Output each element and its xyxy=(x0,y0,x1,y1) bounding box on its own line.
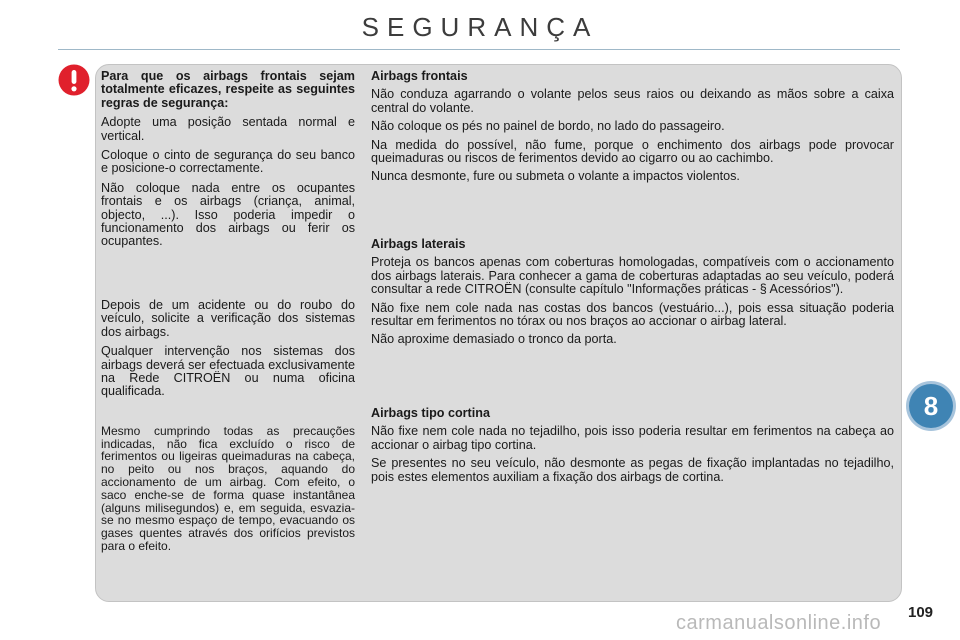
left-column xyxy=(101,70,355,559)
section-side-airbags xyxy=(371,238,894,352)
section-paragraph: Proteja os bancos apenas com coberturas homologadas, compatíveis com o accionamento dos airbags laterais. Para conhecer a gama de coberturas adaptadas ao seu veículo, poderá consultar a rede CITROËN (consulte capítulo "Informações práticas - § Acessórios"). xyxy=(371,255,894,297)
section-heading: Airbags frontais xyxy=(371,69,468,83)
title-divider xyxy=(58,49,900,50)
section-paragraph: Não aproxime demasiado o tronco da porta. xyxy=(371,332,617,347)
section-curtain-airbags xyxy=(371,407,894,489)
section-paragraph: Na medida do possível, não fume, porque o enchimento dos airbags pode provocar queimaduras ou riscos de ferimentos devido ao cigarro ou ao cachimbo. xyxy=(371,137,894,166)
page-number: 109 xyxy=(908,604,934,621)
page-title: SEGURANÇA xyxy=(361,12,599,42)
rule-paragraph: Adopte uma posição sentada normal e vertical. xyxy=(101,115,355,143)
rule-paragraph: Coloque o cinto de segurança do seu banco e posicione-o correctamente. xyxy=(101,148,355,176)
section-heading: Airbags laterais xyxy=(371,237,466,251)
section-paragraph: Não coloque os pés no painel de bordo, no lado do passageiro. xyxy=(371,119,725,134)
rule-paragraph: Depois de um acidente ou do roubo do veículo, solicite a verificação dos sistemas dos airbags. xyxy=(101,297,355,339)
rule-paragraph: Qualquer intervenção nos sistemas dos airbags deverá ser efectuada exclusivamente na Rede CITROËN ou numa oficina qualificada. xyxy=(101,344,355,399)
rule-paragraph: Não coloque nada entre os ocupantes frontais e os airbags (criança, animal, objecto, ...). Isso poderia impedir o funcionamento dos airbags ou ferir os ocupantes. xyxy=(101,180,355,249)
section-paragraph: Não fixe nem cole nada nas costas dos bancos (vestuário...), pois essa situação poderia resultar em ferimentos no tórax ou nos braços ao accionar o airbag lateral. xyxy=(371,300,894,329)
section-paragraph: Se presentes no seu veículo, não desmonte as pegas de fixação implantadas no tejadilho, pois estes elementos auxiliam a fixação dos airbags de cortina. xyxy=(371,456,894,484)
watermark: carmanualsonline.info xyxy=(676,612,882,634)
section-frontal-airbags xyxy=(371,70,894,189)
frontal-rules-lead: Para que os airbags frontais sejam totalmente eficazes, respeite as seguintes regras de segurança: xyxy=(101,69,355,110)
section-paragraph: Não fixe nem cole nada no tejadilho, pois isso poderia resultar em ferimentos na cabeça ao accionar o airbag tipo cortina. xyxy=(371,424,894,452)
exclamation-warning-icon xyxy=(58,64,90,96)
section-paragraph: Nunca desmonte, fure ou submeta o volante a impactos violentos. xyxy=(371,169,740,184)
section-heading: Airbags tipo cortina xyxy=(371,406,490,420)
section-paragraph: Não conduza agarrando o volante pelos seus raios ou deixando as mãos sobre a caixa central do volante. xyxy=(371,87,894,115)
risk-note: Mesmo cumprindo todas as precauções indicadas, não fica excluído o risco de ferimentos ou ligeiras queimaduras na cabeça, no peito ou nos braços, aquando do accionamento de um airbag. Com efeito, o saco enche-se de forma quase instantânea (alguns milisegundos) e, em seguida, esvazia-se no mesmo espaço de tempo, evacuando os gases quentes através dos orifícios previstos para o efeito. xyxy=(101,423,355,553)
chapter-tab[interactable]: 8 xyxy=(909,384,953,428)
